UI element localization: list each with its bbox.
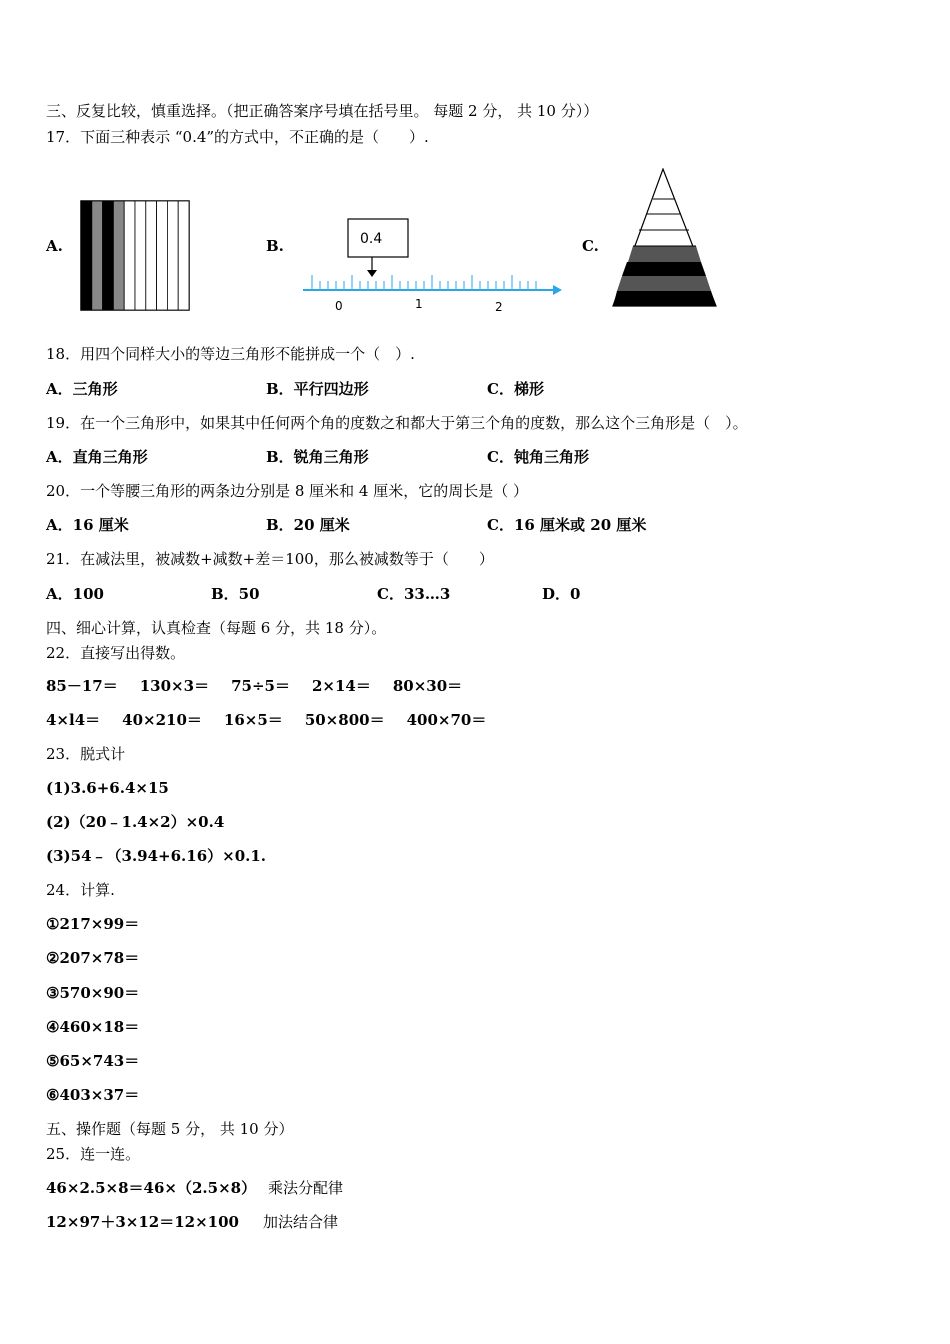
grid-column <box>92 201 103 310</box>
q20-stem: 20．一个等腰三角形的两条边分别是 8 厘米和 4 厘米，它的周长是（ ） <box>46 482 529 500</box>
grid-column <box>178 201 189 310</box>
q22-item: 2×14＝ <box>311 677 371 695</box>
q25-law-1: 乘法分配律 <box>268 1179 344 1197</box>
q22-item: 4×l4＝ <box>46 711 101 729</box>
section4-heading: 四、细心计算，认真检查（每题 6 分，共 18 分）。 <box>46 619 387 637</box>
grid-column <box>167 201 178 310</box>
q22-item: 400×70＝ <box>406 711 487 729</box>
grid-column <box>146 201 157 310</box>
q21-option-d: D．0 <box>542 585 581 603</box>
q24-item-3: ③570×90＝ <box>46 984 140 1002</box>
tick-label-2: 2 <box>495 300 503 314</box>
q17-triangle-figure <box>612 168 722 312</box>
q17-grid-figure <box>80 200 192 313</box>
q25-stem: 25．连一连。 <box>46 1145 141 1163</box>
q25-law-2: 加法结合律 <box>263 1213 339 1231</box>
grid-column <box>81 201 92 310</box>
q22-item: 85－17＝ <box>46 677 118 695</box>
pointer-arrow-icon <box>367 270 377 277</box>
value-box-label: 0.4 <box>360 231 383 247</box>
q23-item-3: (3)54﹣（3.94+6.16）×0.1. <box>46 847 267 865</box>
q24-item-2: ②207×78＝ <box>46 949 140 967</box>
q22-item: 75÷5＝ <box>231 677 290 695</box>
q24-stem: 24．计算. <box>46 881 115 899</box>
q20-option-a: A．16 厘米 <box>46 516 129 534</box>
q18-option-b: B．平行四边形 <box>266 380 369 398</box>
q18-option-c: C．梯形 <box>487 380 544 398</box>
q22-item: 50×800＝ <box>304 711 385 729</box>
grid-column <box>103 201 114 310</box>
q24-item-4: ④460×18＝ <box>46 1018 140 1036</box>
tick-label-1: 1 <box>415 297 423 311</box>
q21-stem: 21．在减法里，被减数+减数+差＝100，那么被减数等于（ ） <box>46 550 494 568</box>
q24-item-5: ⑤65×743＝ <box>46 1052 140 1070</box>
grid-column <box>157 201 168 310</box>
q21-option-a: A．100 <box>46 585 104 603</box>
q17-option-a-label: A. <box>46 237 63 255</box>
q19-option-c: C．钝角三角形 <box>487 448 589 466</box>
q23-item-2: (2)（20﹣1.4×2）×0.4 <box>46 813 225 831</box>
grid-column <box>135 201 146 310</box>
q22-item: 16×5＝ <box>223 711 283 729</box>
tick-label-0: 0 <box>335 299 343 313</box>
q23-item-1: (1)3.6+6.4×15 <box>46 779 169 797</box>
q17-option-b-label: B. <box>266 237 284 255</box>
q19-option-a: A．直角三角形 <box>46 448 148 466</box>
q22-stem: 22．直接写出得数。 <box>46 644 186 662</box>
section3-heading: 三、反复比较，慎重选择。（把正确答案序号填在括号里。 每题 2 分， 共 10 分）） <box>46 102 599 120</box>
q22-item: 130×3＝ <box>139 677 210 695</box>
q19-stem: 19．在一个三角形中，如果其中任何两个角的度数之和都大于第三个角的度数，那么这个三角形是（ ）。 <box>46 414 748 432</box>
grid-columns <box>81 201 189 310</box>
q17-option-c-label: C. <box>582 237 599 255</box>
section5-heading: 五、操作题（每题 5 分， 共 10 分） <box>46 1120 294 1138</box>
q19-option-b: B．锐角三角形 <box>266 448 369 466</box>
q21-option-b: B．50 <box>211 585 260 603</box>
q17-number-line-figure <box>300 215 565 315</box>
q22-row1 <box>46 676 484 696</box>
q22-item: 80×30＝ <box>392 677 463 695</box>
q23-stem: 23．脱式计 <box>46 745 126 763</box>
q17-stem: 17．下面三种表示 “0.4”的方式中，不正确的是（ ）. <box>46 128 429 146</box>
number-line-ticks <box>312 275 536 290</box>
q20-option-b: B．20 厘米 <box>266 516 350 534</box>
q20-option-c: C．16 厘米或 20 厘米 <box>487 516 647 534</box>
axis-arrow-icon <box>553 285 562 295</box>
grid-column <box>113 201 124 310</box>
q21-option-c: C．33…3 <box>377 585 451 603</box>
q24-item-1: ①217×99＝ <box>46 915 140 933</box>
q18-option-a: A．三角形 <box>46 380 118 398</box>
q25-expr-1: 46×2.5×8＝46×（2.5×8） <box>46 1179 257 1197</box>
q22-row2 <box>46 710 508 730</box>
q18-stem: 18．用四个同样大小的等边三角形不能拼成一个（ ）. <box>46 345 415 363</box>
q25-expr-2: 12×97＋3×12＝12×100 <box>46 1213 239 1231</box>
q24-item-6: ⑥403×37＝ <box>46 1086 140 1104</box>
grid-column <box>124 201 135 310</box>
q22-item: 40×210＝ <box>122 711 202 729</box>
